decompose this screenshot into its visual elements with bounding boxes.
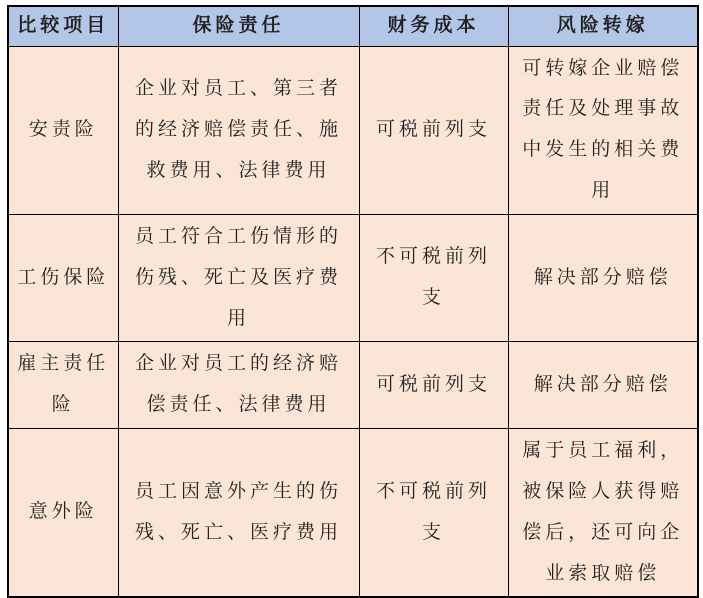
header-cell-transfer: 风险转嫁 <box>508 6 698 46</box>
header-cell-cost: 财务成本 <box>359 6 508 46</box>
table-row <box>8 429 698 598</box>
cell-transfer: 属于员工福利，被保险人获得赔偿后，还可向企业索取赔偿 <box>508 429 698 598</box>
cell-transfer: 解决部分赔偿 <box>508 342 698 429</box>
insurance-comparison-table <box>7 5 699 598</box>
header-row <box>8 6 698 46</box>
cell-item: 工伤保险 <box>8 214 118 342</box>
cell-transfer: 可转嫁企业赔偿责任及处理事故中发生的相关费用 <box>508 46 698 214</box>
cell-cost: 可税前列支 <box>359 46 508 214</box>
cell-item: 意外险 <box>8 429 118 598</box>
cell-liability: 员工符合工伤情形的伤残、死亡及医疗费用 <box>118 214 359 342</box>
cell-item: 安责险 <box>8 46 118 214</box>
cell-liability: 企业对员工的经济赔偿责任、法律费用 <box>118 342 359 429</box>
cell-cost: 不可税前列支 <box>359 429 508 598</box>
cell-liability: 企业对员工、第三者的经济赔偿责任、施救费用、法律费用 <box>118 46 359 214</box>
table-row <box>8 342 698 429</box>
header-cell-liability: 保险责任 <box>118 6 359 46</box>
cell-liability: 员工因意外产生的伤残、死亡、医疗费用 <box>118 429 359 598</box>
cell-item: 雇主责任险 <box>8 342 118 429</box>
table-row <box>8 214 698 342</box>
table-row <box>8 46 698 214</box>
cell-cost: 可税前列支 <box>359 342 508 429</box>
cell-transfer: 解决部分赔偿 <box>508 214 698 342</box>
header-cell-item: 比较项目 <box>8 6 118 46</box>
cell-cost: 不可税前列支 <box>359 214 508 342</box>
